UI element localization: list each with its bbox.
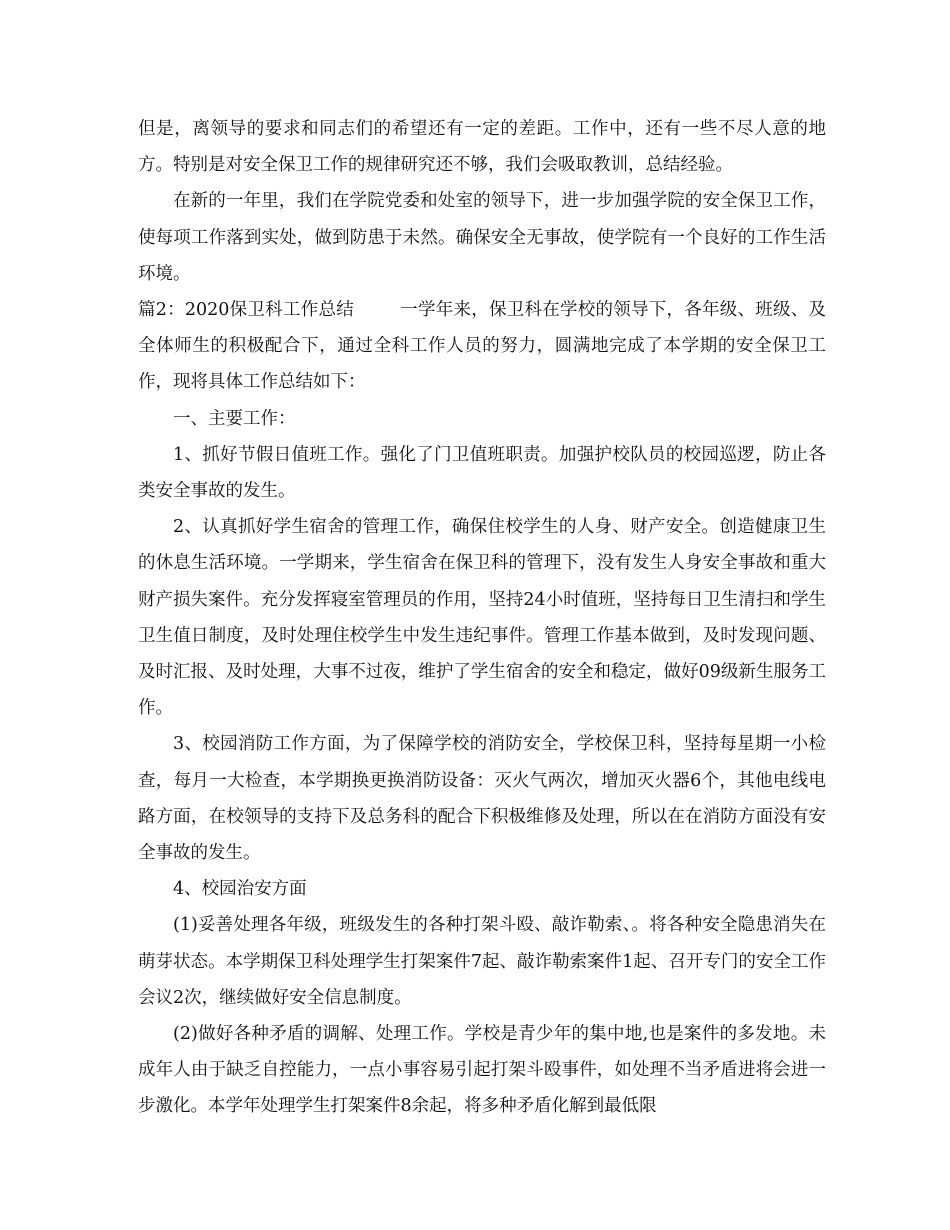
paragraph-6: 2、认真抓好学生宿舍的管理工作，确保住校学生的人身、财产安全。创造健康卫生的休息生活环境。一学期来，学生宿舍在保卫科的管理下，没有发生人身安全事故和重大财产损失案件。充分发挥寝室管理员的作用，坚持24小时值班，坚持每日卫生清扫和学生卫生值日制度，及时处理住校学生中发生违纪事件。管理工作基本做到，及时发现问题、及时汇报、及时处理，大事不过夜，维护了学生宿舍的安全和稳定，做好09级新生服务工作。 [138,517,826,719]
paragraph-1: 但是，离领导的要求和同志们的希望还有一定的差距。工作中，还有一些不尽人意的地方。特别是对安全保卫工作的规律研究还不够，我们会吸取教训，总结经验。 [138,119,826,176]
paragraph-3 [138,292,826,401]
paragraph-9: (1)妥善处理各年级，班级发生的各种打架斗殴、敲诈勒索、。将各种安全隐患消失在萌芽状态。本学期保卫科处理学生打架案件7起、敲诈勒索案件1起、召开专门的安全工作会议2次，继续做好安全信息制度。 [138,915,826,1008]
paragraph-2: 在新的一年里，我们在学院党委和处室的领导下，进一步加强学院的安全保卫工作，使每项工作落到实处，做到防患于未然。确保安全无事故，使学院有一个良好的工作生活环境。 [138,191,826,284]
paragraph-10: (2)做好各种矛盾的调解、处理工作。学校是青少年的集中地,也是案件的多发地。未成年人由于缺乏自控能力，一点小事容易引起打架斗殴事件，如处理不当矛盾进将会进一步激化。本学年处理学生打架案件8余起，将多种矛盾化解到最低限 [138,1024,826,1117]
section-heading: 篇2：2020保卫科工作总结 [138,300,354,321]
paragraph-4: 一、主要工作： [173,408,296,429]
document-body [138,111,826,1125]
paragraph-8: 4、校园治安方面 [173,879,307,900]
paragraph-5: 1、抓好节假日值班工作。强化了门卫值班职责。加强护校队员的校园巡逻，防止各类安全事故的发生。 [138,444,826,502]
paragraph-7: 3、校园消防工作方面，为了保障学校的消防安全，学校保卫科，坚持每星期一小检查，每月一大检查，本学期换更换消防设备：灭火气两次，增加灭火器6个，其他电线电路方面，在校领导的支持下及总务科的配合下积极维修及处理，所以在在消防方面没有安全事故的发生。 [138,734,826,864]
paragraph-3-text: 一学年来，保卫科在学校的领导下，各年级、班级、及全体师生的积极配合下，通过全科工作人员的努力，圆满地完成了本学期的安全保卫工作，现将具体工作总结如下： [138,300,827,393]
